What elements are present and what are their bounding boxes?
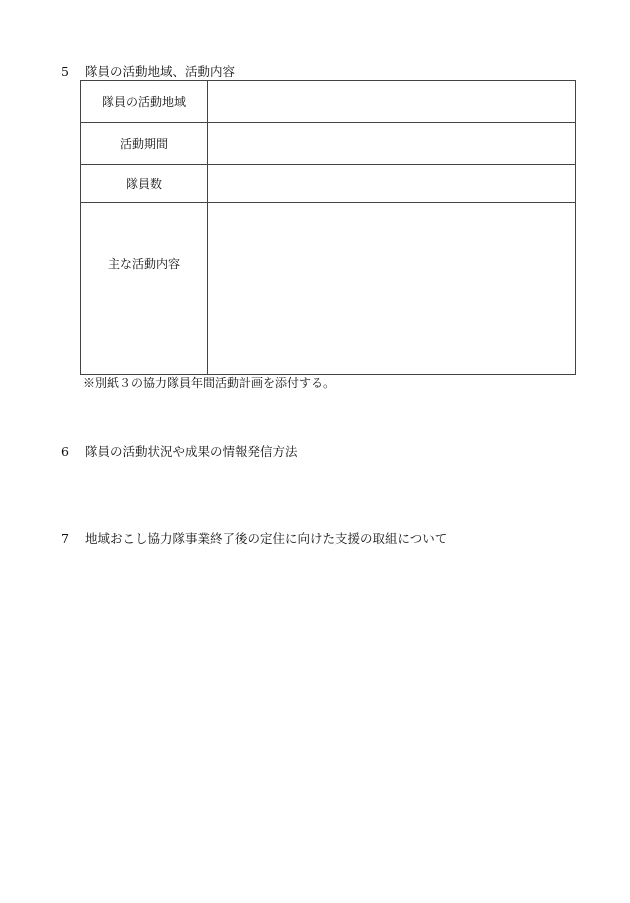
section-5-heading [61, 64, 235, 80]
section-6-heading [61, 444, 298, 460]
attachment-note: ※別紙３の協力隊員年間活動計画を添付する。 [83, 376, 336, 390]
activity-area-label: 隊員の活動地域 [81, 81, 208, 123]
section-7-title: 地域おこし協力隊事業終了後の定住に向けた支援の取組について [85, 531, 448, 546]
section-5-number: 5 [61, 64, 69, 79]
main-activity-value[interactable] [208, 203, 576, 375]
table-row [81, 203, 576, 375]
member-count-value[interactable] [208, 165, 576, 203]
member-count-label: 隊員数 [81, 165, 208, 203]
main-activity-label: 主な活動内容 [81, 203, 208, 375]
activity-table [80, 80, 576, 375]
table-row [81, 123, 576, 165]
table-row [81, 165, 576, 203]
section-7-heading [61, 531, 447, 547]
section-5-title: 隊員の活動地域、活動内容 [85, 64, 236, 79]
section-6-number: 6 [61, 444, 69, 459]
table-row [81, 81, 576, 123]
activity-period-value[interactable] [208, 123, 576, 165]
activity-period-label: 活動期間 [81, 123, 208, 165]
activity-area-value[interactable] [208, 81, 576, 123]
section-7-number: 7 [61, 531, 69, 546]
section-6-title: 隊員の活動状況や成果の情報発信方法 [85, 444, 298, 459]
